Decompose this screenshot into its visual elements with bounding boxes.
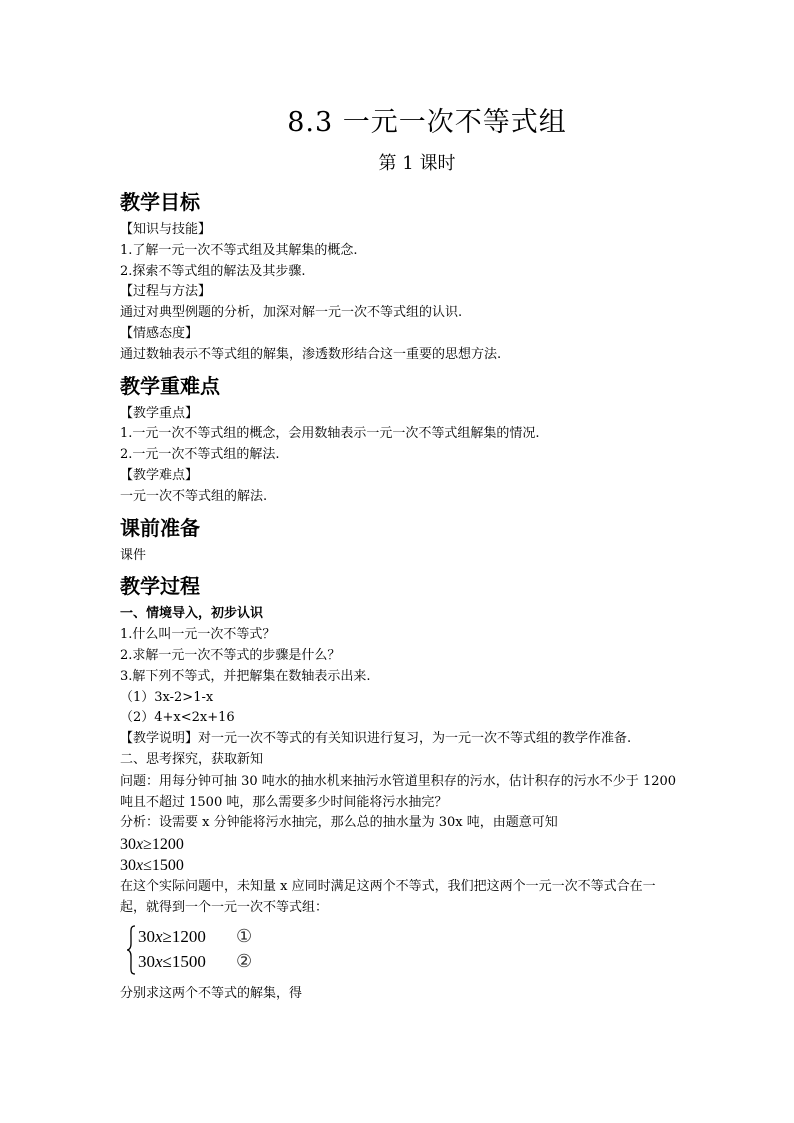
text-prep: 课件 bbox=[120, 547, 147, 563]
system-row-2: 30x≤1500 ② bbox=[138, 950, 253, 971]
label-process: 【过程与方法】 bbox=[120, 284, 212, 300]
text-combine: 在这个实际问题中，未知量 x 应同时满足这两个不等式，我们把这两个一元一次不等式合在一起，就得到一个一元一次不等式组： bbox=[120, 878, 656, 915]
document-body bbox=[120, 188, 680, 1004]
text-knowledge-1: 1.了解一元一次不等式组及其解集的概念. bbox=[120, 242, 358, 258]
text-analysis: 分析：设需要 x 分钟能将污水抽完，那么总的抽水量为 30x 吨，由题意可知 bbox=[120, 814, 558, 830]
system-row-1: 30x≥1200 ① bbox=[138, 925, 253, 946]
inequality-system bbox=[126, 924, 680, 978]
text-q1: 1.什么叫一元一次不等式？ bbox=[120, 627, 276, 643]
text-focus-1: 1.一元一次不等式组的概念，会用数轴表示一元一次不等式组解集的情况. bbox=[120, 426, 540, 442]
text-process-1: 通过对典型例题的分析，加深对解一元一次不等式组的认识. bbox=[120, 305, 463, 321]
label-focus: 【教学重点】 bbox=[120, 405, 199, 421]
text-q3-b: （2）4+x<2x+16 bbox=[120, 710, 235, 726]
label-emotion: 【情感态度】 bbox=[120, 325, 199, 341]
text-q2: 2.求解一元一次不等式的步骤是什么？ bbox=[120, 647, 341, 663]
page-subtitle: 第 1 课时 bbox=[378, 153, 456, 174]
section-heading-goals: 教学目标 bbox=[120, 190, 200, 214]
text-q3-a: （1）3x-2>1-x bbox=[120, 689, 214, 705]
page-title: 8.3 一元一次不等式组 bbox=[287, 107, 567, 138]
inequality-2: 30x≤1500 bbox=[120, 856, 184, 874]
circled-two-mark: ② bbox=[236, 950, 253, 971]
text-emotion-1: 通过数轴表示不等式组的解集，渗透数形结合这一重要的思想方法. bbox=[120, 346, 502, 362]
text-problem: 问题：用每分钟可抽 30 吨水的抽水机来抽污水管道里积存的污水，估计积存的污水不少于 1200 吨且不超过 1500 吨，那么需要多少时间能将污水抽完？ bbox=[120, 773, 677, 810]
text-q3: 3.解下列不等式，并把解集在数轴表示出来. bbox=[120, 668, 371, 684]
text-part2-title: 二、思考探究，获取新知 bbox=[120, 751, 264, 767]
circled-one-mark: ① bbox=[236, 925, 253, 946]
text-solve: 分别求这两个不等式的解集，得 bbox=[120, 985, 303, 1001]
label-difficulty: 【教学难点】 bbox=[120, 467, 199, 483]
text-note: 【教学说明】对一元一次不等式的有关知识进行复习，为一元一次不等式组的教学作准备. bbox=[120, 731, 632, 747]
text-difficulty-1: 一元一次不等式组的解法. bbox=[120, 488, 268, 504]
inequality-1: 30x≥1200 bbox=[120, 835, 184, 853]
text-focus-2: 2.一元一次不等式组的解法. bbox=[120, 447, 280, 463]
brace-icon bbox=[126, 924, 136, 976]
section-heading-keypoints: 教学重难点 bbox=[120, 373, 220, 398]
text-part1-title: 一、情境导入，初步认识 bbox=[120, 606, 264, 622]
label-knowledge: 【知识与技能】 bbox=[120, 222, 212, 237]
text-knowledge-2: 2.探索不等式组的解法及其步骤. bbox=[120, 263, 306, 279]
section-heading-process: 教学过程 bbox=[120, 574, 200, 599]
section-heading-prep: 课前准备 bbox=[120, 515, 200, 540]
